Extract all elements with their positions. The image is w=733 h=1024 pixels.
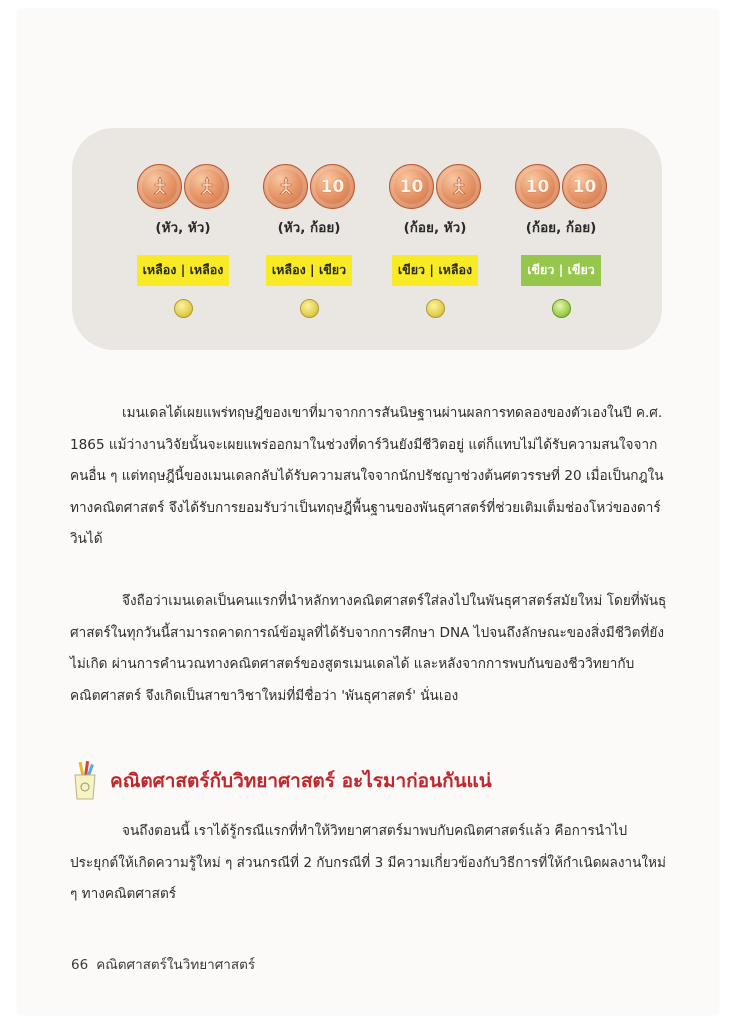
combination-2 (249, 164, 369, 318)
allele-color-badge: เขียว | เหลือง (392, 255, 478, 286)
coin-tail-icon: 10 (389, 164, 434, 209)
coin-tail-icon: 10 (562, 164, 607, 209)
yellow-pea-icon (426, 299, 445, 318)
section-title: คณิตศาสตร์กับวิทยาศาสตร์ อะไรมาก่อนกันแน่ (110, 770, 492, 792)
toss-outcome-label: (หัว, หัว) (155, 220, 211, 236)
yellow-pea-icon (300, 299, 319, 318)
allele-color-badge: เหลือง | เขียว (266, 255, 352, 286)
body-paragraph-3: จนถึงตอนนี้ เราได้รู้กรณีแรกที่ทำให้วิทยาศาสตร์มาพบกับคณิตศาสตร์แล้ว คือการนำไปประยุกต์ให้เกิดความรู้ใหม่ ๆ ส่วนกรณีที่ 2 กับกรณีที่ 3 มีความเกี่ยวข้องกับวิธีการที่ให้กำเนิดผลงานใหม่ ๆ ทางคณิตศาสตร์ (70, 823, 666, 903)
toss-outcome-label: (ก้อย, หัว) (403, 220, 467, 236)
green-pea-icon (552, 299, 571, 318)
coin-head-icon (184, 164, 229, 209)
coin-head-icon (436, 164, 481, 209)
book-page (18, 10, 718, 1014)
toss-outcome-label: (ก้อย, ก้อย) (525, 220, 597, 236)
combination-3 (375, 164, 495, 318)
page-footer (71, 953, 255, 975)
yellow-pea-icon (174, 299, 193, 318)
combination-1 (123, 164, 243, 318)
book-title: คณิตศาสตร์ในวิทยาศาสตร์ (96, 957, 256, 973)
section-heading (72, 758, 672, 804)
coin-tail-icon: 10 (310, 164, 355, 209)
coin-toss-illustration (72, 128, 662, 350)
allele-color-badge: เขียว | เขียว (521, 255, 601, 286)
page-number: 66 (71, 957, 89, 973)
combination-4 (501, 164, 621, 318)
coin-tail-icon: 10 (515, 164, 560, 209)
coin-head-icon (263, 164, 308, 209)
allele-color-badge: เหลือง | เหลือง (137, 255, 230, 286)
body-paragraph-2: จึงถือว่าเมนเดลเป็นคนแรกที่นำหลักทางคณิตศาสตร์ใส่ลงไปในพันธุศาสตร์สมัยใหม่ โดยที่พันธุศาสตร์ในทุกวันนี้สามารถคาดการณ์ข้อมูลที่ได้รับจากการศึกษา DNA ไปจนถึงลักษณะของสิ่งมีชีวิตที่ยังไม่เกิด ผ่านการคำนวณทางคณิตศาสตร์ของสูตรเมนเดลได้ และหลังจากการพบกันของชีววิทยากับคณิตศาสตร์ จึงเกิดเป็นสาขาวิชาใหม่ที่มีชื่อว่า 'พันธุศาสตร์' นั่นเอง (70, 593, 667, 704)
pencil-cup-icon (72, 761, 98, 801)
coin-head-icon (137, 164, 182, 209)
toss-outcome-label: (หัว, ก้อย) (277, 220, 341, 236)
body-paragraph-1: เมนเดลได้เผยแพร่ทฤษฎีของเขาที่มาจากการสันนิษฐานผ่านผลการทดลองของตัวเองในปี ค.ศ. 1865 แม้ว่างานวิจัยนั้นจะเผยแพร่ออกมาในช่วงที่ดาร์วินยังมีชีวิตอยู่ แต่ก็แทบไม่ได้รับความสนใจจากคนอื่น ๆ แต่ทฤษฎีนี้ของเมนเดลกลับได้รับความสนใจจากนักปรัชญาช่วงต้นศตวรรษที่ 20 เมื่อเป็นกฎในทางคณิตศาสตร์ จึงได้รับการยอมรับว่าเป็นทฤษฎีพื้นฐานของพันธุศาสตร์ที่ช่วยเติมเต็มช่องโหว่ของดาร์วินได้ (70, 405, 664, 548)
